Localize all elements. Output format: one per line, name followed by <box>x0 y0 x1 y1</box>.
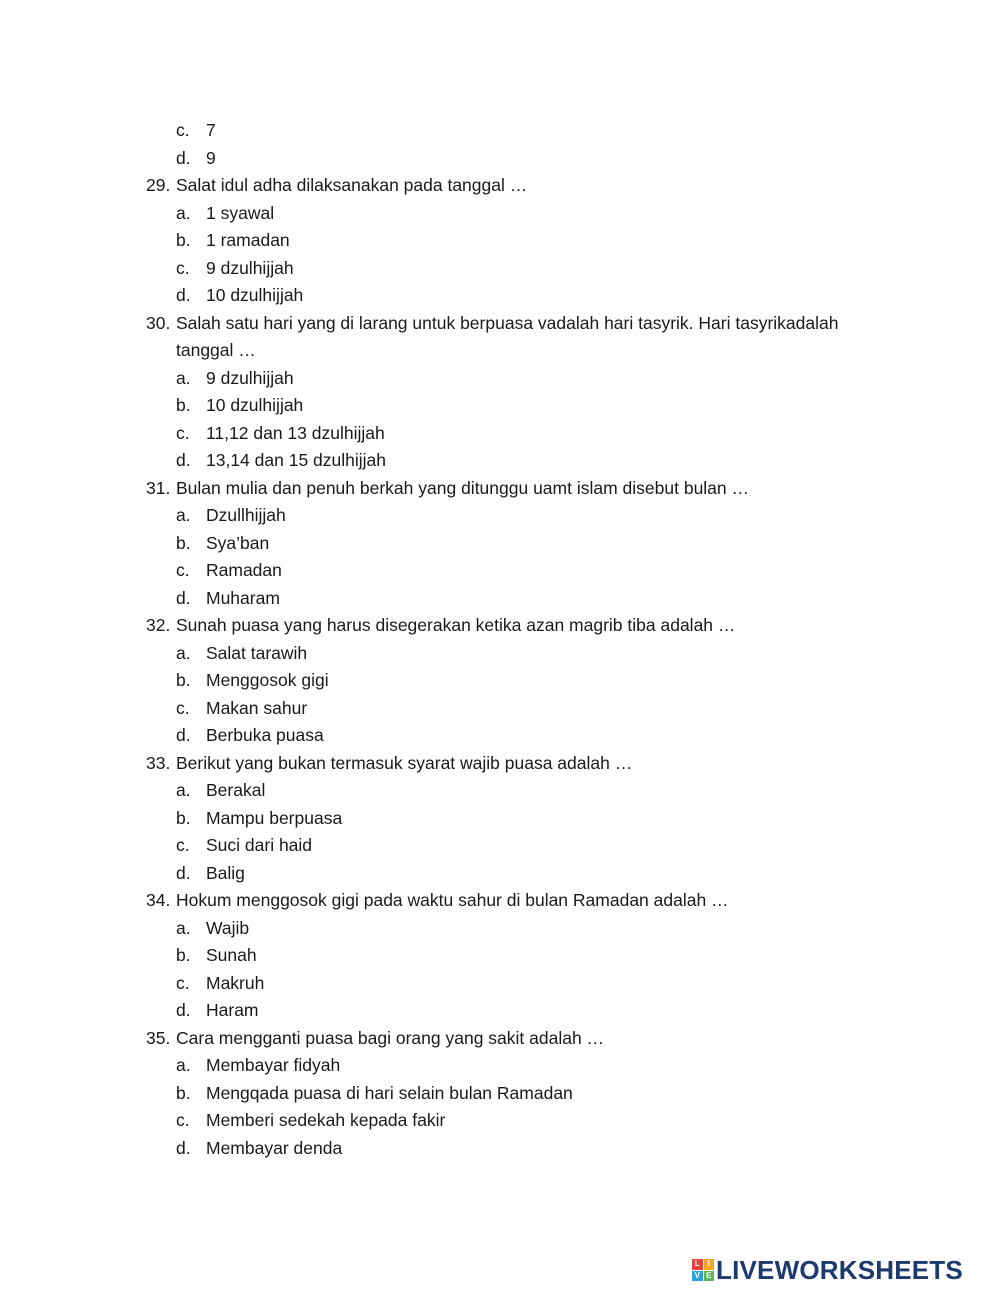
option-text: 7 <box>206 120 216 140</box>
question-text: Berikut yang bukan termasuk syarat wajib puasa adalah … <box>176 752 633 773</box>
question-line <box>0 312 1000 334</box>
option-letter: c. <box>176 560 190 580</box>
answer-option <box>0 779 1000 801</box>
question-text: Bulan mulia dan penuh berkah yang ditunggu uamt islam disebut bulan … <box>176 477 750 498</box>
answer-option <box>0 834 1000 856</box>
option-letter: d. <box>176 1000 191 1020</box>
option-letter: c. <box>176 835 190 855</box>
option-letter: b. <box>176 945 191 965</box>
option-text: Membayar fidyah <box>206 1055 341 1075</box>
answer-option <box>0 147 1000 169</box>
option-letter: a. <box>176 367 191 388</box>
option-letter: b. <box>176 230 191 250</box>
answer-option <box>0 1137 1000 1159</box>
option-text: 1 syawal <box>206 202 275 223</box>
answer-option <box>0 202 1000 224</box>
option-text: Memberi sedekah kepada fakir <box>206 1110 446 1130</box>
answer-option <box>0 669 1000 691</box>
answer-option <box>0 1109 1000 1131</box>
question-text-continued: tanggal … <box>176 340 256 360</box>
answer-option <box>0 807 1000 829</box>
answer-option <box>0 944 1000 966</box>
logo-mark-letter: E <box>704 1271 715 1282</box>
option-letter: c. <box>176 257 190 278</box>
question-line <box>0 614 1000 636</box>
option-letter: c. <box>176 1110 190 1130</box>
option-letter: a. <box>176 917 191 938</box>
logo-mark-icon <box>692 1259 714 1281</box>
question-number: 33. <box>146 752 171 773</box>
answer-option <box>0 532 1000 554</box>
option-letter: b. <box>176 1082 191 1103</box>
question-text: Cara mengganti puasa bagi orang yang sakit adalah … <box>176 1027 605 1048</box>
question-number: 30. <box>146 312 171 333</box>
option-text: Menggosok gigi <box>206 670 329 690</box>
option-letter: d. <box>176 587 191 608</box>
logo-mark-letter: L <box>692 1259 703 1270</box>
option-letter: d. <box>176 450 191 470</box>
option-letter: c. <box>176 422 190 443</box>
answer-option <box>0 119 1000 141</box>
question-line-continued <box>0 339 1000 361</box>
option-text: Salat tarawih <box>206 642 308 663</box>
option-text: Makan sahur <box>206 697 308 718</box>
option-text: Makruh <box>206 972 265 993</box>
option-text: Mengqada puasa di hari selain bulan Ramadan <box>206 1082 573 1103</box>
question-line <box>0 174 1000 196</box>
answer-option <box>0 422 1000 444</box>
question-line <box>0 889 1000 911</box>
answer-option <box>0 257 1000 279</box>
question-text: Salat idul adha dilaksanakan pada tanggal … <box>176 175 528 195</box>
option-text: Berbuka puasa <box>206 725 324 745</box>
option-text: 9 <box>206 147 216 168</box>
option-letter: d. <box>176 725 191 745</box>
option-letter: a. <box>176 202 191 223</box>
answer-option <box>0 284 1000 306</box>
option-text: Sya’ban <box>206 532 270 553</box>
option-text: Dzullhijjah <box>206 505 286 525</box>
logo-text: LIVEWORKSHEETS <box>716 1254 963 1285</box>
option-text: 11,12 dan 13 dzulhijjah <box>206 422 385 443</box>
question-number: 35. <box>146 1027 171 1048</box>
answer-option <box>0 999 1000 1021</box>
option-letter: c. <box>176 972 190 993</box>
option-letter: b. <box>176 532 191 553</box>
option-letter: b. <box>176 670 191 690</box>
question-number: 31. <box>146 477 171 498</box>
question-number: 34. <box>146 890 171 910</box>
option-text: Sunah <box>206 945 257 965</box>
option-text: 1 ramadan <box>206 230 290 250</box>
option-text: 10 dzulhijjah <box>206 395 304 415</box>
question-number: 29. <box>146 175 171 195</box>
question-line <box>0 752 1000 774</box>
option-text: Membayar denda <box>206 1137 343 1158</box>
option-text: 10 dzulhijjah <box>206 285 304 305</box>
liveworksheets-logo <box>692 1256 963 1284</box>
option-text: 13,14 dan 15 dzulhijjah <box>206 450 387 470</box>
option-text: Suci dari haid <box>206 835 313 855</box>
answer-option <box>0 1082 1000 1104</box>
question-number: 32. <box>146 615 171 635</box>
question-text: Salah satu hari yang di larang untuk berpuasa vadalah hari tasyrik. Hari tasyrikadalah <box>176 312 839 333</box>
answer-option <box>0 367 1000 389</box>
option-letter: a. <box>176 780 191 800</box>
option-text: 9 dzulhijjah <box>206 257 294 278</box>
answer-option <box>0 697 1000 719</box>
question-line <box>0 477 1000 499</box>
option-text: Ramadan <box>206 560 282 580</box>
option-letter: d. <box>176 147 191 168</box>
option-letter: d. <box>176 1137 191 1158</box>
answer-option <box>0 587 1000 609</box>
option-letter: c. <box>176 120 190 140</box>
option-text: Berakal <box>206 780 266 800</box>
option-text: Haram <box>206 1000 259 1020</box>
answer-option <box>0 642 1000 664</box>
option-text: Wajib <box>206 917 250 938</box>
answer-option <box>0 972 1000 994</box>
answer-option <box>0 504 1000 526</box>
answer-option <box>0 917 1000 939</box>
option-letter: a. <box>176 642 191 663</box>
option-letter: c. <box>176 697 190 718</box>
option-letter: a. <box>176 1055 191 1075</box>
answer-option <box>0 449 1000 471</box>
answer-option <box>0 229 1000 251</box>
option-text: Muharam <box>206 587 280 608</box>
logo-mark-letter: I <box>704 1259 715 1270</box>
logo-mark-letter: V <box>692 1271 703 1282</box>
answer-option <box>0 862 1000 884</box>
option-letter: d. <box>176 285 191 305</box>
question-line <box>0 1027 1000 1049</box>
answer-option <box>0 1054 1000 1076</box>
question-text: Hokum menggosok gigi pada waktu sahur di bulan Ramadan adalah … <box>176 890 729 910</box>
option-letter: b. <box>176 807 191 828</box>
option-text: 9 dzulhijjah <box>206 367 294 388</box>
option-text: Mampu berpuasa <box>206 807 343 828</box>
answer-option <box>0 394 1000 416</box>
option-letter: a. <box>176 505 191 525</box>
question-text: Sunah puasa yang harus disegerakan ketika azan magrib tiba adalah … <box>176 615 736 635</box>
answer-option <box>0 724 1000 746</box>
option-letter: d. <box>176 862 191 883</box>
option-text: Balig <box>206 862 245 883</box>
option-letter: b. <box>176 395 191 415</box>
answer-option <box>0 559 1000 581</box>
